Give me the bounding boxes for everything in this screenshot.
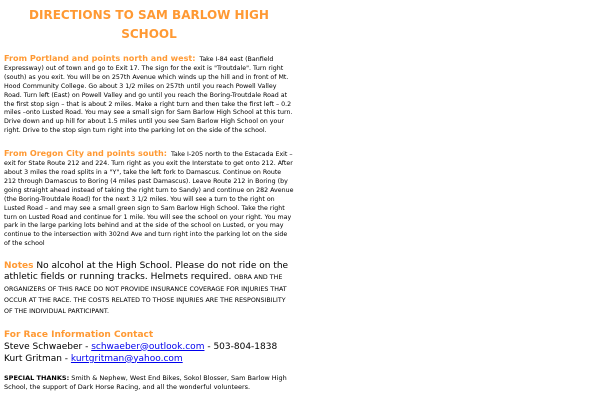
special-thanks	[4, 374, 294, 392]
thanks-label: SPECIAL THANKS:	[4, 373, 70, 382]
oregon-city-text: Take I-205 north to the Estacada Exit – exit for State Route 212 and 224. Turn right as you exit the Interstate to get onto 212. After about 3 miles the road splits in a "Y", take the left fork to Damascus. Continue on Route 212 through Damascus to Boring (4 miles past Damascus). Leave Route 212 in Boring (by going straight ahead instead of taking the right turn to Sandy) and continue on 282 Avenue (the Boring-Troutdale Road) for the next 3 1/2 miles. You will see a turn to the right on Lusted Road – and may see a small green sign to Sam Barlow High School. Take the right turn on Lusted Road and continue for 1 mile. You will see the school on your right. You may park in the large parking lots behind and at the side of the school on Lusted, or you may continue to the intersection with 302nd Ave and turn right into the parking lot on the side of the school	[4, 151, 294, 248]
contact-row	[4, 353, 294, 365]
notes-section	[4, 261, 294, 317]
oregon-city-directions	[4, 149, 294, 249]
notes-text: No alcohol at the High School. Please do not ride on the athletic fields or running tracks. Helmets required.	[4, 261, 289, 283]
contact-heading: For Race Information Contact	[4, 329, 154, 340]
page-title: DIRECTIONS TO SAM BARLOW HIGH SCHOOL	[29, 8, 269, 41]
portland-directions	[4, 54, 294, 136]
thanks-text: Smith & Nephew, West End Bikes, Sokol Blosser, Sam Barlow High School, the support of Dark Horse Racing, and all the wonderful volunteers.	[4, 373, 287, 391]
contact-email-link[interactable]: schwaeber@outlook.com	[91, 341, 205, 352]
insurance-disclaimer: OBRA AND THE ORGANIZERS OF THIS RACE DO NOT PROVIDE INSURANCE COVERAGE FOR INJURIES THAT OCCUR AT THE RACE. THE COSTS RELATED TO THOSE INJURIES ARE THE RESPONSIBILITY OF THE INDIVIDUAL PARTICIPANT.	[4, 274, 287, 316]
contact-email-link[interactable]: kurtgritman@yahoo.com	[70, 353, 183, 364]
portland-text: Take I-84 east (Banfield Expressway) out of town and go to Exit 17. The sign for the exit is "Troutdale". Turn right (south) as you exit. You will be on 257th Avenue which winds up the hill and in front of Mt. Hood Community College. Go about 3 1/2 miles on 257th until you reach Powell Valley Road. Turn left (East) on Powell Valley and go until you reach the Boring-Troutdale Road at the first stop sign – that is about 2 miles. Make a right turn and then take the first left – 0.2 miles –onto Lusted Road. You may see a small sign for Sam Barlow High School at this turn. Drive down and up hill for about 1.5 miles until you see Sam Barlow High School on your right. Drive to the stop sign turn right into the parking lot on the side of the school.	[4, 56, 293, 135]
notes-heading: Notes	[4, 261, 34, 272]
portland-heading: From Portland and points north and west:	[4, 53, 196, 63]
directions-document	[4, 0, 294, 392]
contact-name: Steve Schwaeber -	[4, 341, 92, 352]
contact-phone: - 503-804-1838	[204, 341, 278, 352]
contact-name: Kurt Gritman -	[4, 353, 71, 364]
oregon-city-heading: From Oregon City and points south:	[4, 148, 168, 159]
contact-row	[4, 341, 294, 353]
